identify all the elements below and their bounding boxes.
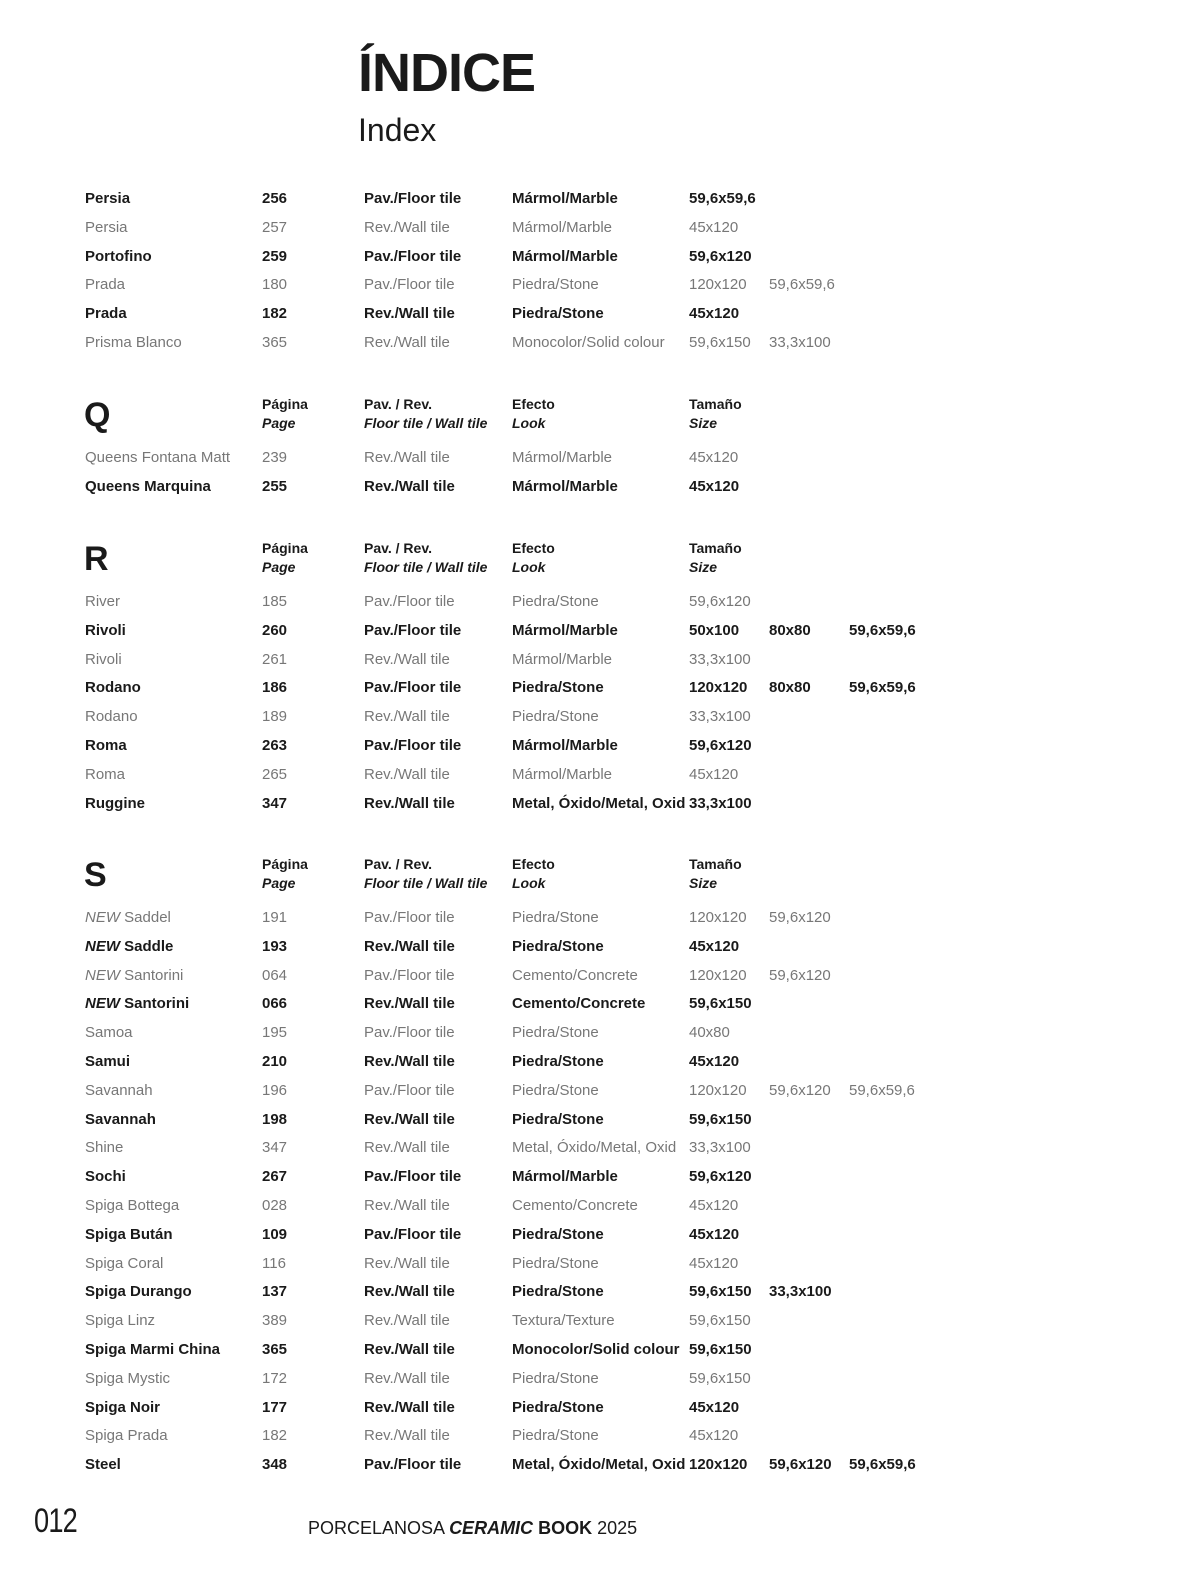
row-size: 45x120 <box>689 218 739 236</box>
table-row <box>0 674 1200 703</box>
column-header-look-es: Efecto <box>512 856 555 872</box>
table-row <box>0 1019 1200 1048</box>
row-look: Mármol/Marble <box>512 190 618 207</box>
row-tile-type: Rev./Wall tile <box>364 1197 450 1214</box>
row-size: 45x120 <box>689 1254 739 1272</box>
footer-brand: PORCELANOSA <box>308 1518 445 1538</box>
row-look: Piedra/Stone <box>512 276 599 294</box>
row-size: 59,6x120 <box>769 1456 832 1474</box>
table-row <box>0 1451 1200 1480</box>
row-page: 347 <box>262 1139 288 1157</box>
row-size: 59,6x150 <box>689 334 751 351</box>
row-name: Rodano <box>85 679 141 697</box>
column-header-page <box>262 539 308 577</box>
row-tile-type: Rev./Wall tile <box>364 477 455 495</box>
column-header-type-en: Floor tile / Wall tile <box>364 559 488 575</box>
row-tile-type: Pav./Floor tile <box>364 247 462 265</box>
row-name: Prisma Blanco <box>85 334 182 351</box>
row-tile-type: Rev./Wall tile <box>364 650 450 668</box>
row-name: Samui <box>85 1053 131 1070</box>
row-look: Cemento/Concrete <box>512 1197 638 1214</box>
row-name: Rivoli <box>85 650 122 668</box>
row-size: 45x120 <box>689 937 740 955</box>
row-page: 198 <box>262 1110 288 1128</box>
row-tile-type: Rev./Wall tile <box>364 449 450 466</box>
row-tile-type: Pav./Floor tile <box>364 593 455 610</box>
row-page: 210 <box>262 1053 288 1070</box>
row-name: Persia <box>85 190 131 207</box>
table-row <box>0 473 1200 502</box>
row-name: Spiga Bután <box>85 1225 173 1243</box>
column-header-size-en: Size <box>689 415 718 431</box>
row-page: 180 <box>262 276 288 294</box>
row-name: Spiga Prada <box>85 1427 168 1445</box>
table-row <box>0 904 1200 933</box>
row-size: 59,6x59,6 <box>769 276 835 294</box>
row-size: 59,6x150 <box>689 1369 751 1387</box>
row-name-text: Santorini <box>124 995 190 1013</box>
row-look: Piedra/Stone <box>512 1081 599 1099</box>
footer-book: BOOK <box>538 1518 593 1538</box>
row-name: Prada <box>85 276 126 294</box>
row-page: 263 <box>262 737 288 754</box>
table-row <box>0 617 1200 646</box>
row-tile-type: Rev./Wall tile <box>364 995 455 1013</box>
table-row <box>0 1192 1200 1221</box>
row-tile-type: Rev./Wall tile <box>364 1398 455 1416</box>
table-row <box>0 1077 1200 1106</box>
footer-page-number: 012 <box>34 1502 77 1540</box>
section-letter: R <box>84 540 109 578</box>
row-size: 120x120 <box>689 1456 748 1474</box>
table-row <box>0 933 1200 962</box>
row-name: Spiga Bottega <box>85 1197 180 1214</box>
table-row <box>0 1336 1200 1365</box>
table-row <box>0 1278 1200 1307</box>
table-row <box>0 732 1200 761</box>
row-name: Steel <box>85 1456 121 1474</box>
row-size: 59,6x59,6 <box>849 1081 915 1099</box>
row-tile-type: Rev./Wall tile <box>364 1283 455 1301</box>
section-letter: Q <box>84 396 111 434</box>
row-size: 33,3x100 <box>689 1139 751 1157</box>
row-name: Spiga Durango <box>85 1283 192 1301</box>
row-page: 177 <box>262 1398 288 1416</box>
row-page: 191 <box>262 909 288 926</box>
row-size: 59,6x120 <box>689 593 751 610</box>
row-look: Piedra/Stone <box>512 1398 604 1416</box>
column-header-size-es: Tamaño <box>689 856 742 872</box>
row-tile-type: Pav./Floor tile <box>364 1024 455 1042</box>
row-name <box>85 939 173 954</box>
row-look: Piedra/Stone <box>512 593 599 610</box>
row-look: Monocolor/Solid colour <box>512 334 665 351</box>
row-look: Piedra/Stone <box>512 1254 599 1272</box>
row-tile-type: Rev./Wall tile <box>364 1341 455 1358</box>
row-name-text: Santorini <box>124 966 184 984</box>
row-name <box>85 968 183 983</box>
table-row <box>0 703 1200 732</box>
row-size: 45x120 <box>689 1225 740 1243</box>
column-header-page <box>262 855 308 893</box>
table-row <box>0 185 1200 214</box>
row-look: Piedra/Stone <box>512 1225 604 1243</box>
column-header-size-es: Tamaño <box>689 396 742 412</box>
row-name: Shine <box>85 1139 124 1157</box>
table-row <box>0 1134 1200 1163</box>
table-row <box>0 300 1200 329</box>
row-page: 239 <box>262 449 288 466</box>
row-size: 45x120 <box>689 1053 740 1070</box>
row-tile-type: Rev./Wall tile <box>364 1369 450 1387</box>
row-page: 365 <box>262 1341 288 1358</box>
row-size: 59,6x120 <box>769 909 831 926</box>
new-badge: NEW <box>85 937 125 955</box>
row-size: 50x100 <box>689 621 740 639</box>
table-row <box>0 990 1200 1019</box>
row-size: 45x120 <box>689 1398 740 1416</box>
row-page: 259 <box>262 247 288 265</box>
table-row <box>0 962 1200 991</box>
row-tile-type: Rev./Wall tile <box>364 1139 450 1157</box>
column-header-look-en: Look <box>512 415 546 431</box>
row-size: 40x80 <box>689 1024 730 1042</box>
row-name: Spiga Noir <box>85 1398 161 1416</box>
column-header-look <box>512 539 555 577</box>
row-tile-type: Rev./Wall tile <box>364 1427 450 1445</box>
row-tile-type: Pav./Floor tile <box>364 1081 455 1099</box>
table-row <box>0 1163 1200 1192</box>
column-header-type-en: Floor tile / Wall tile <box>364 415 488 431</box>
row-look: Metal, Óxido/Metal, Oxid <box>512 794 686 812</box>
row-size: 120x120 <box>689 1081 747 1099</box>
footer-year: 2025 <box>597 1518 638 1538</box>
table-row <box>0 214 1200 243</box>
row-look: Cemento/Concrete <box>512 966 638 984</box>
table-row <box>0 1221 1200 1250</box>
row-look: Textura/Texture <box>512 1312 615 1330</box>
column-header-page-es: Página <box>262 540 308 556</box>
row-page: 267 <box>262 1168 288 1186</box>
row-tile-type: Pav./Floor tile <box>364 276 455 294</box>
row-look: Piedra/Stone <box>512 1369 599 1387</box>
row-name: Roma <box>85 765 126 783</box>
row-tile-type: Rev./Wall tile <box>364 218 450 236</box>
row-look: Metal, Óxido/Metal, Oxid <box>512 1456 686 1474</box>
column-header-look-es: Efecto <box>512 396 555 412</box>
row-tile-type: Rev./Wall tile <box>364 708 450 726</box>
row-page: 189 <box>262 708 288 726</box>
column-header-look <box>512 395 555 433</box>
row-page: 347 <box>262 794 288 812</box>
row-look: Mármol/Marble <box>512 765 613 783</box>
table-row <box>0 243 1200 272</box>
row-name: Savannah <box>85 1081 153 1099</box>
row-tile-type: Rev./Wall tile <box>364 334 450 351</box>
row-size: 59,6x120 <box>689 1168 752 1186</box>
row-look: Piedra/Stone <box>512 1283 604 1301</box>
row-name: Spiga Marmi China <box>85 1341 221 1358</box>
row-size: 45x120 <box>689 477 740 495</box>
row-name: Persia <box>85 218 128 236</box>
row-page: 172 <box>262 1369 288 1387</box>
section-header-s <box>0 855 1200 905</box>
row-page: 066 <box>262 995 288 1013</box>
column-header-size-es: Tamaño <box>689 540 742 556</box>
section-letter: S <box>84 856 107 894</box>
row-page: 261 <box>262 650 288 668</box>
row-size: 120x120 <box>689 679 748 697</box>
column-header-size-en: Size <box>689 559 718 575</box>
row-name: Rodano <box>85 708 138 726</box>
row-name: Ruggine <box>85 794 145 812</box>
row-tile-type: Rev./Wall tile <box>364 305 455 323</box>
row-look: Mármol/Marble <box>512 650 613 668</box>
page-title: ÍNDICE <box>358 43 536 103</box>
table-row <box>0 1048 1200 1077</box>
row-size: 59,6x150 <box>689 1341 752 1358</box>
row-size: 120x120 <box>689 966 747 984</box>
footer-publication <box>308 1518 637 1539</box>
column-header-size <box>689 855 742 893</box>
row-page: 182 <box>262 1427 288 1445</box>
row-size: 59,6x120 <box>689 737 752 754</box>
row-size: 80x80 <box>769 679 811 697</box>
row-size: 45x120 <box>689 1427 739 1445</box>
row-tile-type: Rev./Wall tile <box>364 1312 450 1330</box>
row-tile-type: Pav./Floor tile <box>364 621 462 639</box>
row-tile-type: Pav./Floor tile <box>364 737 462 754</box>
page-subtitle: Index <box>358 112 437 148</box>
row-tile-type: Pav./Floor tile <box>364 1225 462 1243</box>
row-tile-type: Pav./Floor tile <box>364 1168 462 1186</box>
row-page: 389 <box>262 1312 288 1330</box>
row-look: Monocolor/Solid colour <box>512 1341 680 1358</box>
column-header-type-es: Pav. / Rev. <box>364 540 432 556</box>
table-row <box>0 588 1200 617</box>
row-look: Mármol/Marble <box>512 477 618 495</box>
row-look: Piedra/Stone <box>512 1024 599 1042</box>
row-tile-type: Pav./Floor tile <box>364 966 455 984</box>
row-name: Spiga Mystic <box>85 1369 171 1387</box>
row-look: Mármol/Marble <box>512 1168 618 1186</box>
table-row <box>0 271 1200 300</box>
row-size: 59,6x150 <box>689 995 752 1013</box>
new-badge: NEW <box>85 909 125 926</box>
row-tile-type: Rev./Wall tile <box>364 1053 455 1070</box>
row-name: Spiga Coral <box>85 1254 164 1272</box>
row-tile-type: Pav./Floor tile <box>364 679 462 697</box>
column-header-look-en: Look <box>512 559 546 575</box>
column-header-look-es: Efecto <box>512 540 555 556</box>
table-row <box>0 761 1200 790</box>
row-page: 255 <box>262 477 288 495</box>
column-header-size-en: Size <box>689 875 718 891</box>
row-page: 365 <box>262 334 288 351</box>
row-tile-type: Pav./Floor tile <box>364 909 455 926</box>
row-page: 186 <box>262 679 288 697</box>
row-look: Piedra/Stone <box>512 1053 604 1070</box>
row-size: 33,3x100 <box>689 708 751 726</box>
row-size: 59,6x120 <box>769 1081 831 1099</box>
row-size: 45x120 <box>689 765 739 783</box>
row-page: 256 <box>262 190 288 207</box>
column-header-page-en: Page <box>262 415 296 431</box>
row-tile-type: Rev./Wall tile <box>364 794 455 812</box>
row-name: Queens Fontana Matt <box>85 449 231 466</box>
table-row <box>0 444 1200 473</box>
row-name <box>85 996 189 1011</box>
section-header-q <box>0 395 1200 445</box>
row-look: Mármol/Marble <box>512 449 613 466</box>
row-look: Mármol/Marble <box>512 737 618 754</box>
table-row <box>0 1250 1200 1279</box>
row-name-text: Saddle <box>124 937 174 955</box>
row-name-text: Saddel <box>124 909 171 926</box>
row-size: 45x120 <box>689 305 740 323</box>
row-page: 185 <box>262 593 288 610</box>
table-row <box>0 1394 1200 1423</box>
table-row <box>0 1422 1200 1451</box>
column-header-page-es: Página <box>262 396 308 412</box>
row-look: Piedra/Stone <box>512 679 604 697</box>
row-look: Piedra/Stone <box>512 305 604 323</box>
table-row <box>0 1106 1200 1135</box>
row-name: Rivoli <box>85 621 126 639</box>
column-header-type-en: Floor tile / Wall tile <box>364 875 488 891</box>
row-name: Sochi <box>85 1168 126 1186</box>
row-page: 260 <box>262 621 288 639</box>
row-name: Roma <box>85 737 127 754</box>
row-page: 116 <box>262 1254 286 1272</box>
row-look: Mármol/Marble <box>512 218 613 236</box>
new-badge: NEW <box>85 995 125 1013</box>
table-row <box>0 1307 1200 1336</box>
row-look: Metal, Óxido/Metal, Oxid <box>512 1139 677 1157</box>
row-size: 33,3x100 <box>689 650 751 668</box>
row-tile-type: Pav./Floor tile <box>364 1456 462 1474</box>
row-page: 195 <box>262 1024 288 1042</box>
row-page: 109 <box>262 1225 288 1243</box>
column-header-type <box>364 539 487 577</box>
row-page: 265 <box>262 765 288 783</box>
column-header-type <box>364 395 487 433</box>
row-tile-type: Rev./Wall tile <box>364 1254 450 1272</box>
row-size: 59,6x59,6 <box>849 679 916 697</box>
new-badge: NEW <box>85 966 125 984</box>
row-name <box>85 910 171 925</box>
row-size: 59,6x59,6 <box>849 1456 916 1474</box>
footer-ceramic: CERAMIC <box>449 1518 534 1538</box>
row-page: 348 <box>262 1456 288 1474</box>
row-name: Prada <box>85 305 127 323</box>
row-size: 120x120 <box>689 276 747 294</box>
row-tile-type: Rev./Wall tile <box>364 1110 455 1128</box>
column-header-look <box>512 855 555 893</box>
row-page: 196 <box>262 1081 288 1099</box>
column-header-page-en: Page <box>262 875 296 891</box>
column-header-page-es: Página <box>262 856 308 872</box>
section-header-r <box>0 539 1200 589</box>
table-row <box>0 329 1200 358</box>
row-tile-type: Rev./Wall tile <box>364 765 450 783</box>
column-header-type <box>364 855 487 893</box>
row-size: 59,6x150 <box>689 1283 752 1301</box>
column-header-page-en: Page <box>262 559 296 575</box>
row-page: 193 <box>262 937 288 955</box>
row-look: Mármol/Marble <box>512 247 618 265</box>
row-page: 257 <box>262 218 288 236</box>
column-header-type-es: Pav. / Rev. <box>364 396 432 412</box>
row-page: 182 <box>262 305 288 323</box>
row-page: 028 <box>262 1197 288 1214</box>
row-tile-type: Rev./Wall tile <box>364 937 455 955</box>
row-size: 120x120 <box>689 909 747 926</box>
table-row <box>0 646 1200 675</box>
column-header-page <box>262 395 308 433</box>
row-name: Portofino <box>85 247 152 265</box>
row-look: Piedra/Stone <box>512 937 604 955</box>
row-size: 45x120 <box>689 449 739 466</box>
row-name: Queens Marquina <box>85 477 211 495</box>
row-size: 59,6x150 <box>689 1312 751 1330</box>
row-name: Spiga Linz <box>85 1312 156 1330</box>
row-look: Cemento/Concrete <box>512 995 646 1013</box>
column-header-look-en: Look <box>512 875 546 891</box>
row-size: 59,6x120 <box>769 966 831 984</box>
row-size: 59,6x150 <box>689 1110 752 1128</box>
row-size: 59,6x59,6 <box>689 190 756 207</box>
column-header-type-es: Pav. / Rev. <box>364 856 432 872</box>
row-look: Piedra/Stone <box>512 1110 604 1128</box>
row-name: Savannah <box>85 1110 156 1128</box>
row-look: Piedra/Stone <box>512 1427 599 1445</box>
row-name: River <box>85 593 121 610</box>
row-size: 80x80 <box>769 621 811 639</box>
row-size: 33,3x100 <box>769 1283 832 1301</box>
column-header-size <box>689 539 742 577</box>
table-row <box>0 790 1200 819</box>
column-header-size <box>689 395 742 433</box>
row-name: Samoa <box>85 1024 133 1042</box>
row-size: 33,3x100 <box>689 794 752 812</box>
row-page: 064 <box>262 966 288 984</box>
row-look: Piedra/Stone <box>512 909 599 926</box>
row-size: 33,3x100 <box>769 334 831 351</box>
table-row <box>0 1365 1200 1394</box>
row-tile-type: Pav./Floor tile <box>364 190 462 207</box>
row-size: 59,6x120 <box>689 247 752 265</box>
row-page: 137 <box>262 1283 288 1301</box>
row-look: Piedra/Stone <box>512 708 599 726</box>
row-size: 59,6x59,6 <box>849 621 916 639</box>
row-look: Mármol/Marble <box>512 621 618 639</box>
row-size: 45x120 <box>689 1197 739 1214</box>
